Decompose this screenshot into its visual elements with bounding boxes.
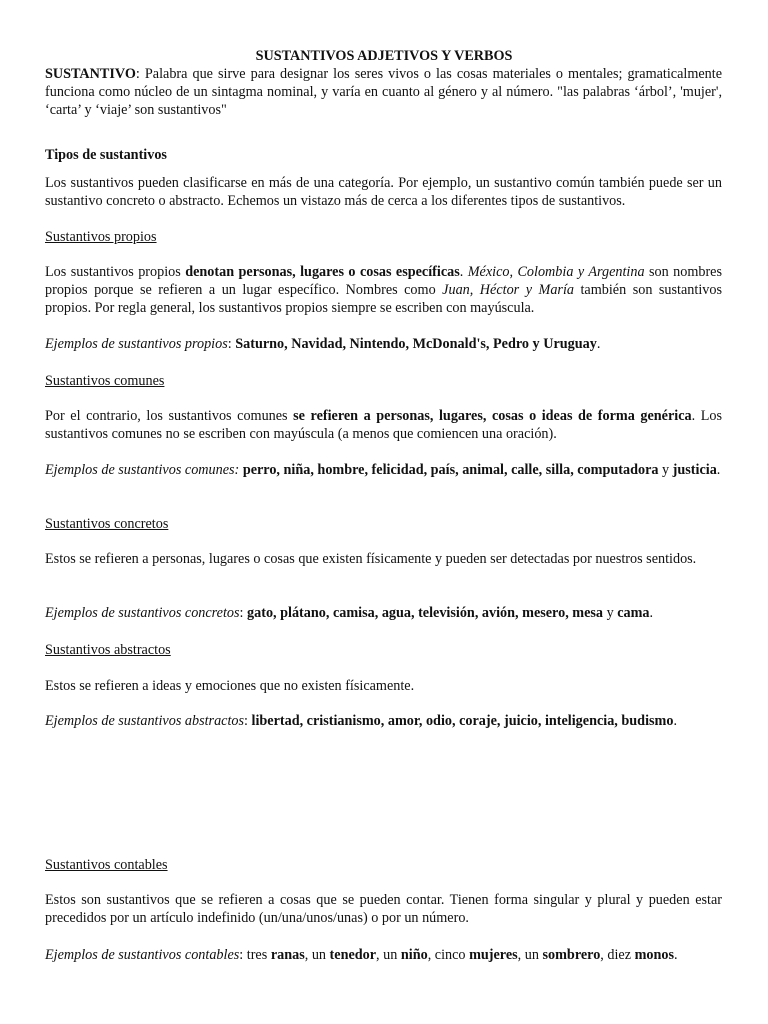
propios-examples-label: Ejemplos de sustantivos propios bbox=[45, 336, 228, 352]
comunes-examples-values: perro, niña, hombre, felicidad, país, animal, calle, silla, computadora bbox=[239, 462, 659, 478]
contables-example-connector: , un bbox=[376, 947, 401, 963]
propios-italic-2: Juan, Héctor y María bbox=[442, 282, 574, 298]
concretos-examples-last: cama bbox=[617, 605, 650, 621]
contables-example-connector: , un bbox=[304, 947, 330, 963]
comunes-text-a: Por el contrario, los sustantivos comunes bbox=[45, 408, 294, 424]
contables-examples bbox=[45, 946, 722, 964]
comunes-examples-label: Ejemplos de sustantivos comunes: bbox=[45, 462, 240, 478]
propios-text-c: son nombres propios porque se refieren a un lugar específico. Nombres como bbox=[45, 264, 722, 298]
concretos-examples-end: . bbox=[649, 605, 654, 621]
abstractos-examples bbox=[45, 712, 722, 730]
concretos-examples bbox=[45, 604, 722, 622]
abstractos-heading: Sustantivos abstractos bbox=[45, 642, 171, 658]
contables-example-word: monos bbox=[634, 947, 674, 963]
contables-example-connector: : tres bbox=[239, 947, 271, 963]
contables-example-word: niño bbox=[400, 947, 428, 963]
abstractos-examples-label: Ejemplos de sustantivos abstractos bbox=[45, 713, 245, 729]
abstractos-examples-end: . bbox=[673, 713, 677, 729]
propios-examples-sep: : bbox=[227, 336, 236, 352]
contables-example-word: tenedor bbox=[329, 947, 377, 963]
contables-heading: Sustantivos contables bbox=[45, 857, 168, 873]
intro-text: : Palabra que sirve para designar los seres vivos o las cosas materiales o mentales; gramaticalmente funciona como núcleo de un sintagma nominal, y varía en cuanto al género y al número. "las palabras ‘árbol’, 'mujer', ‘carta’ y ‘viaje’ son sustantivos" bbox=[45, 66, 722, 118]
contables-example-connector: , un bbox=[517, 947, 543, 963]
concretos-examples-label: Ejemplos de sustantivos concretos bbox=[45, 605, 240, 621]
concretos-examples-values: gato, plátano, camisa, agua, televisión, avión, mesero, mesa bbox=[247, 605, 604, 621]
concretos-paragraph: Estos se refieren a personas, lugares o cosas que existen físicamente y pueden ser detectadas por nuestros sentidos. bbox=[45, 551, 697, 567]
comunes-examples-y: y bbox=[658, 462, 673, 478]
intro-paragraph bbox=[45, 65, 722, 119]
propios-italic: México, Colombia y Argentina bbox=[467, 264, 645, 280]
concretos-examples-sep: : bbox=[239, 605, 248, 621]
contables-examples-values bbox=[239, 947, 677, 963]
tipos-paragraph: Los sustantivos pueden clasificarse en más de una categoría. Por ejemplo, un sustantivo común también puede ser un sustantivo concreto o abstracto. Echemos un vistazo más de cerca a los diferentes tipos de sustantivos. bbox=[45, 175, 722, 209]
contables-example-word: ranas bbox=[270, 947, 305, 963]
concretos-examples-y: y bbox=[603, 605, 618, 621]
comunes-heading: Sustantivos comunes bbox=[45, 373, 165, 389]
comunes-bold: se refieren a personas, lugares, cosas o ideas de forma genérica bbox=[293, 408, 692, 424]
contables-example-word: sombrero bbox=[542, 947, 601, 963]
contables-examples-label: Ejemplos de sustantivos contables bbox=[45, 947, 240, 963]
propios-examples bbox=[45, 335, 722, 353]
propios-heading: Sustantivos propios bbox=[45, 229, 157, 245]
comunes-text-b: . Los sustantivos comunes no se escriben con mayúscula (a menos que comiencen una oración). bbox=[45, 408, 722, 442]
intro-term: SUSTANTIVO bbox=[45, 66, 136, 82]
contables-example-word: mujeres bbox=[469, 947, 518, 963]
comunes-paragraph bbox=[45, 407, 722, 443]
contables-example-connector: , diez bbox=[600, 947, 635, 963]
propios-examples-end: . bbox=[596, 336, 601, 352]
propios-text-d: también son sustantivos propios. Por regla general, los sustantivos propios siempre se escriben con mayúscula. bbox=[45, 282, 722, 316]
abstractos-examples-values: libertad, cristianismo, amor, odio, coraje, juicio, inteligencia, budismo bbox=[251, 713, 674, 729]
propios-bold: denotan personas, lugares o cosas específicas bbox=[185, 264, 460, 280]
abstractos-examples-sep: : bbox=[244, 713, 252, 729]
comunes-examples-end: . bbox=[716, 462, 721, 478]
propios-paragraph bbox=[45, 263, 722, 317]
propios-examples-values: Saturno, Navidad, Nintendo, McDonald's, Pedro y Uruguay bbox=[235, 336, 597, 352]
document-title: SUSTANTIVOS ADJETIVOS Y VERBOS bbox=[255, 48, 513, 64]
contables-example-connector: , cinco bbox=[427, 947, 470, 963]
contables-paragraph: Estos son sustantivos que se refieren a cosas que se pueden contar. Tienen forma singular y plural y pueden estar precedidos por un artículo indefinido (un/una/unos/unas) o por un número. bbox=[45, 892, 722, 926]
abstractos-paragraph: Estos se refieren a ideas y emociones que no existen físicamente. bbox=[45, 678, 415, 694]
concretos-heading: Sustantivos concretos bbox=[45, 516, 169, 532]
comunes-examples bbox=[45, 461, 722, 479]
propios-text-b: . bbox=[459, 264, 468, 280]
tipos-heading: Tipos de sustantivos bbox=[45, 147, 167, 163]
contables-example-connector: . bbox=[674, 947, 678, 963]
propios-text-a: Los sustantivos propios bbox=[45, 264, 186, 280]
comunes-examples-last: justicia bbox=[672, 462, 717, 478]
